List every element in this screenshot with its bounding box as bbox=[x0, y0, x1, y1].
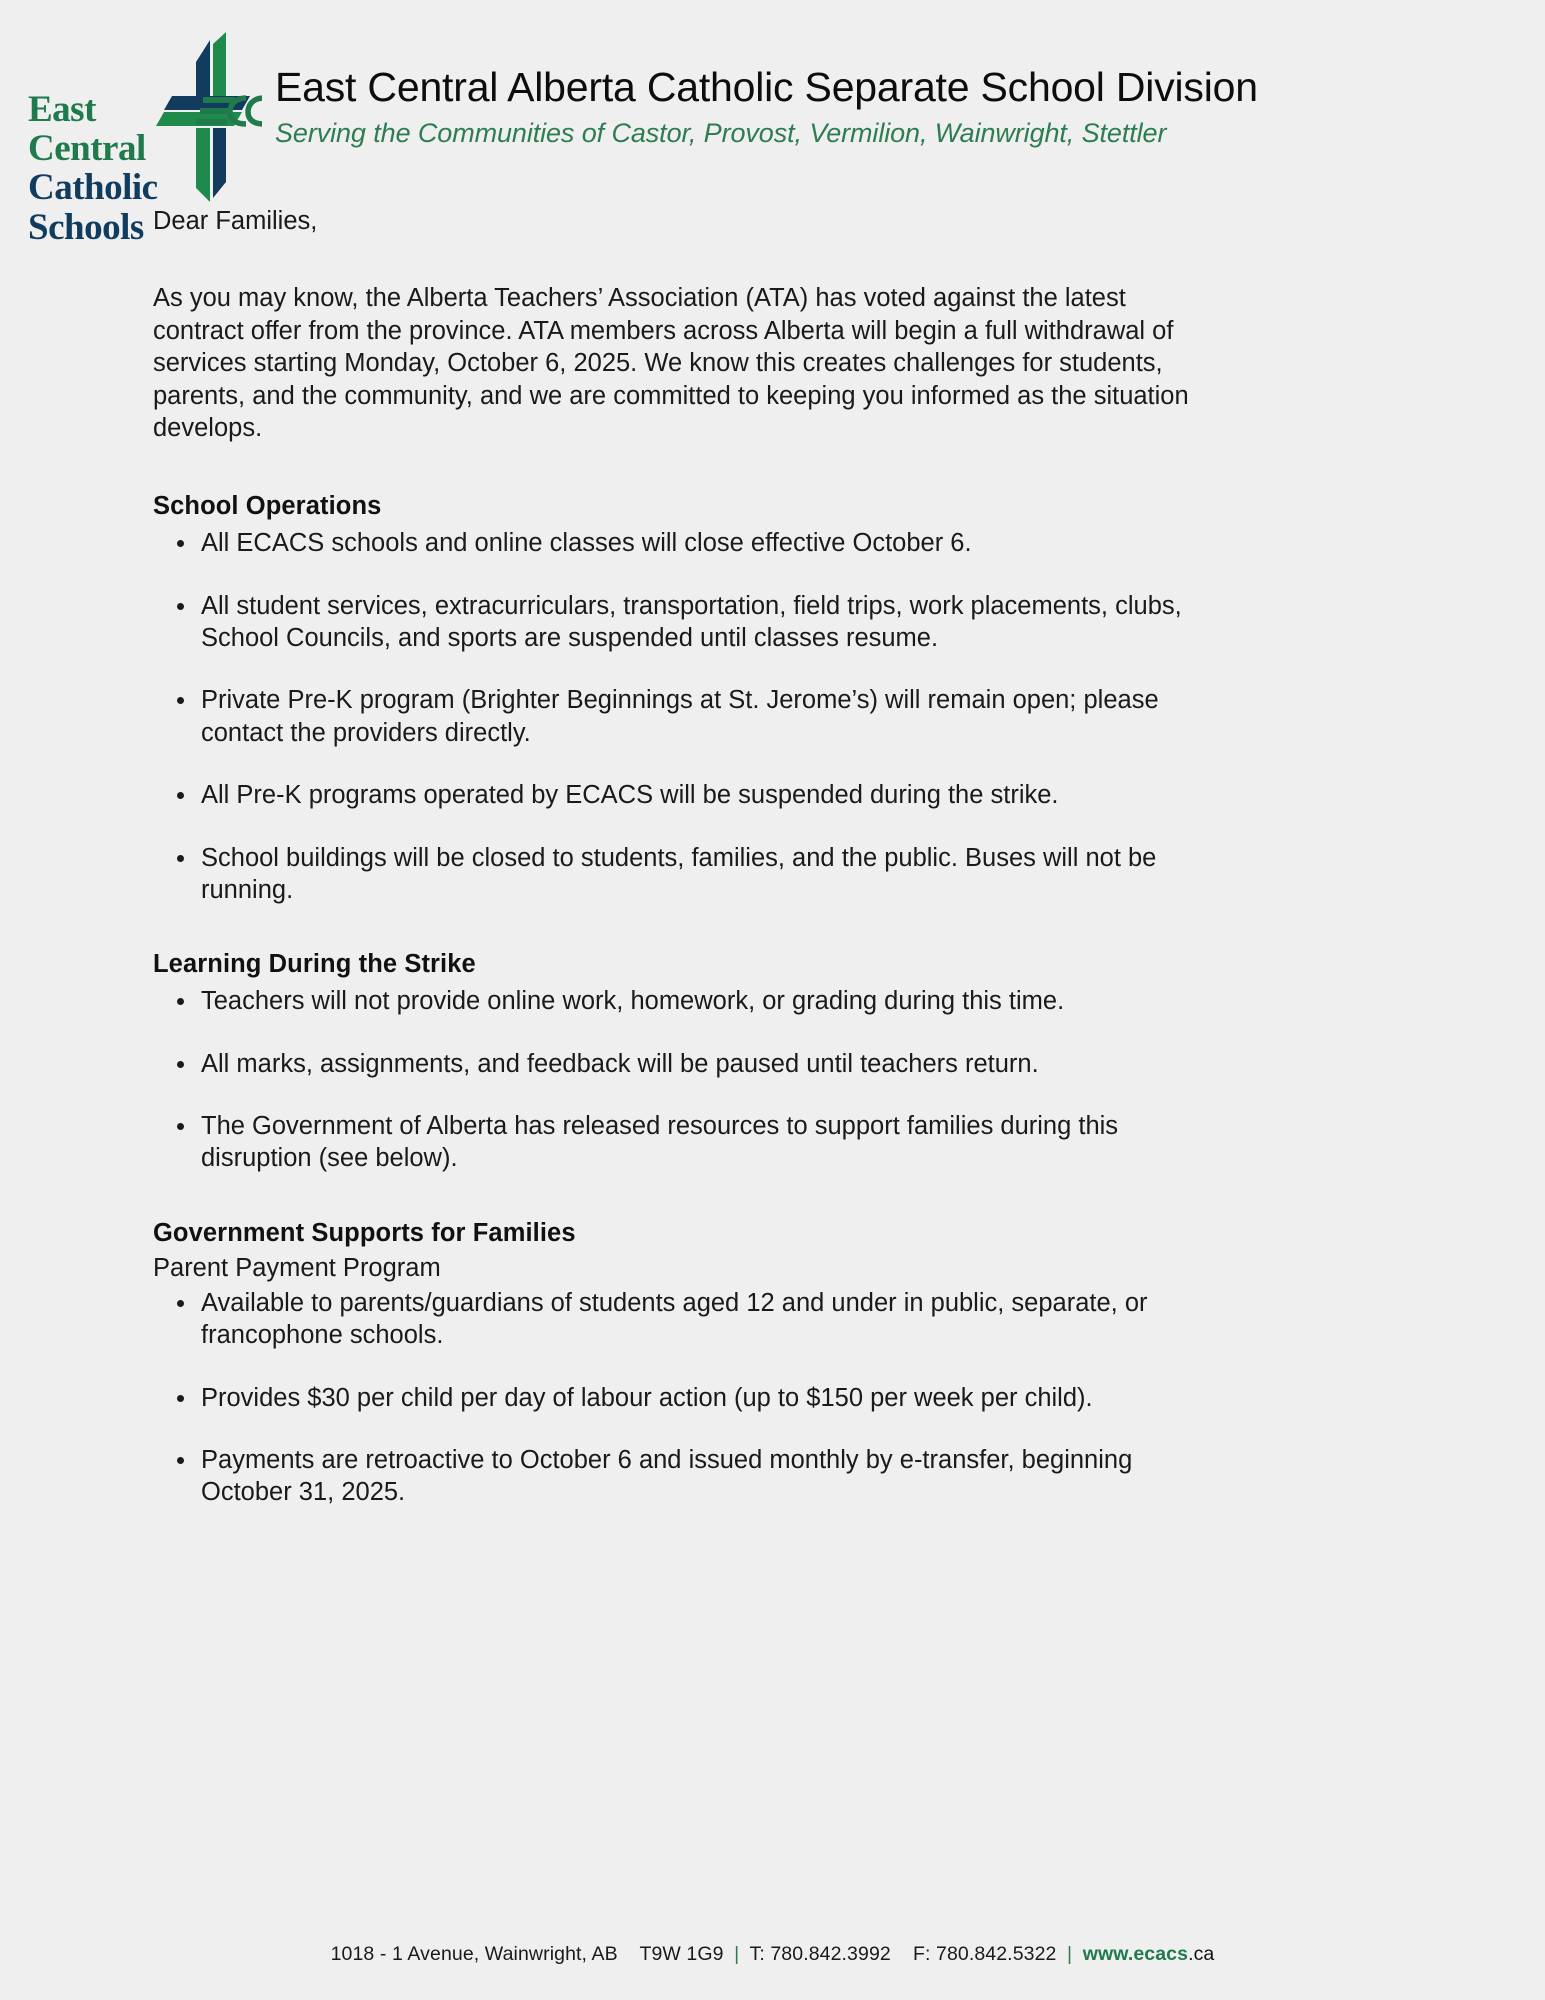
list-item: All Pre-K programs operated by ECACS will be suspended during the strike. bbox=[153, 779, 1210, 811]
logo-word-central: Central bbox=[28, 128, 146, 170]
footer-separator: | bbox=[734, 1943, 740, 1965]
salutation: Dear Families, bbox=[153, 207, 318, 235]
logo-wordmark bbox=[28, 90, 158, 247]
footer-phone: T: 780.842.3992 bbox=[749, 1943, 891, 1965]
list-item: All ECACS schools and online classes will close effective October 6. bbox=[153, 527, 1210, 559]
footer-website-link[interactable]: www.ecacs bbox=[1082, 1943, 1189, 1965]
list-item: All marks, assignments, and feedback will be paused until teachers return. bbox=[153, 1048, 1210, 1080]
cross-logo-icon bbox=[154, 32, 262, 210]
list-item: Teachers will not provide online work, homework, or grading during this time. bbox=[153, 985, 1210, 1017]
list-item: School buildings will be closed to students, families, and the public. Buses will not be running. bbox=[153, 842, 1210, 907]
footer-website-tld[interactable]: .ca bbox=[1188, 1943, 1215, 1965]
section-learning-during-strike bbox=[153, 950, 1210, 1175]
bullet-list bbox=[153, 1287, 1210, 1509]
section-heading: School Operations bbox=[153, 492, 382, 521]
footer-address: 1018 - 1 Avenue, Wainwright, AB bbox=[330, 1943, 618, 1965]
logo-word-catholic: Catholic bbox=[28, 167, 158, 209]
intro-paragraph: As you may know, the Alberta Teachers’ Association (ATA) has voted against the latest contract offer from the province. ATA members across Alberta will begin a full withdrawal of services starting Monday, October 6, 2025. We know this creates challenges for students, parents, and the community, and we are committed to keeping you informed as the situation develops. bbox=[153, 284, 1189, 442]
section-government-supports bbox=[153, 1219, 1210, 1509]
logo-word-schools: Schools bbox=[28, 206, 144, 248]
footer-fax: F: 780.842.5322 bbox=[912, 1943, 1057, 1965]
organization-tagline: Serving the Communities of Castor, Provost, Vermilion, Wainwright, Stettler bbox=[275, 118, 1167, 149]
organization-title: East Central Alberta Catholic Separate School Division bbox=[275, 64, 1258, 110]
list-item: Available to parents/guardians of students aged 12 and under in public, separate, or francophone schools. bbox=[153, 1287, 1210, 1352]
list-item: Private Pre-K program (Brighter Beginnings at St. Jerome’s) will remain open; please contact the providers directly. bbox=[153, 684, 1210, 749]
letter-body bbox=[0, 205, 1210, 1509]
header-text-block bbox=[261, 18, 1258, 149]
list-item: The Government of Alberta has released resources to support families during this disruption (see below). bbox=[153, 1110, 1210, 1175]
section-school-operations bbox=[153, 492, 1210, 906]
section-heading: Learning During the Strike bbox=[153, 950, 476, 979]
section-sublabel: Parent Payment Program bbox=[153, 1253, 441, 1282]
footer-postal-code: T9W 1G9 bbox=[639, 1943, 724, 1965]
bullet-list bbox=[153, 985, 1210, 1175]
footer-separator: | bbox=[1067, 1943, 1073, 1965]
list-item: Payments are retroactive to October 6 and issued monthly by e-transfer, beginning October 31, 2025. bbox=[153, 1444, 1210, 1509]
section-heading: Government Supports for Families bbox=[153, 1218, 576, 1247]
page-footer bbox=[0, 1943, 1545, 1966]
logo-word-east: East bbox=[28, 89, 96, 130]
bullet-list bbox=[153, 527, 1210, 906]
list-item: All student services, extracurriculars, transportation, field trips, work placements, clubs, School Councils, and sports are suspended until classes resume. bbox=[153, 590, 1210, 655]
list-item: Provides $30 per child per day of labour action (up to $150 per week per child). bbox=[153, 1382, 1210, 1414]
